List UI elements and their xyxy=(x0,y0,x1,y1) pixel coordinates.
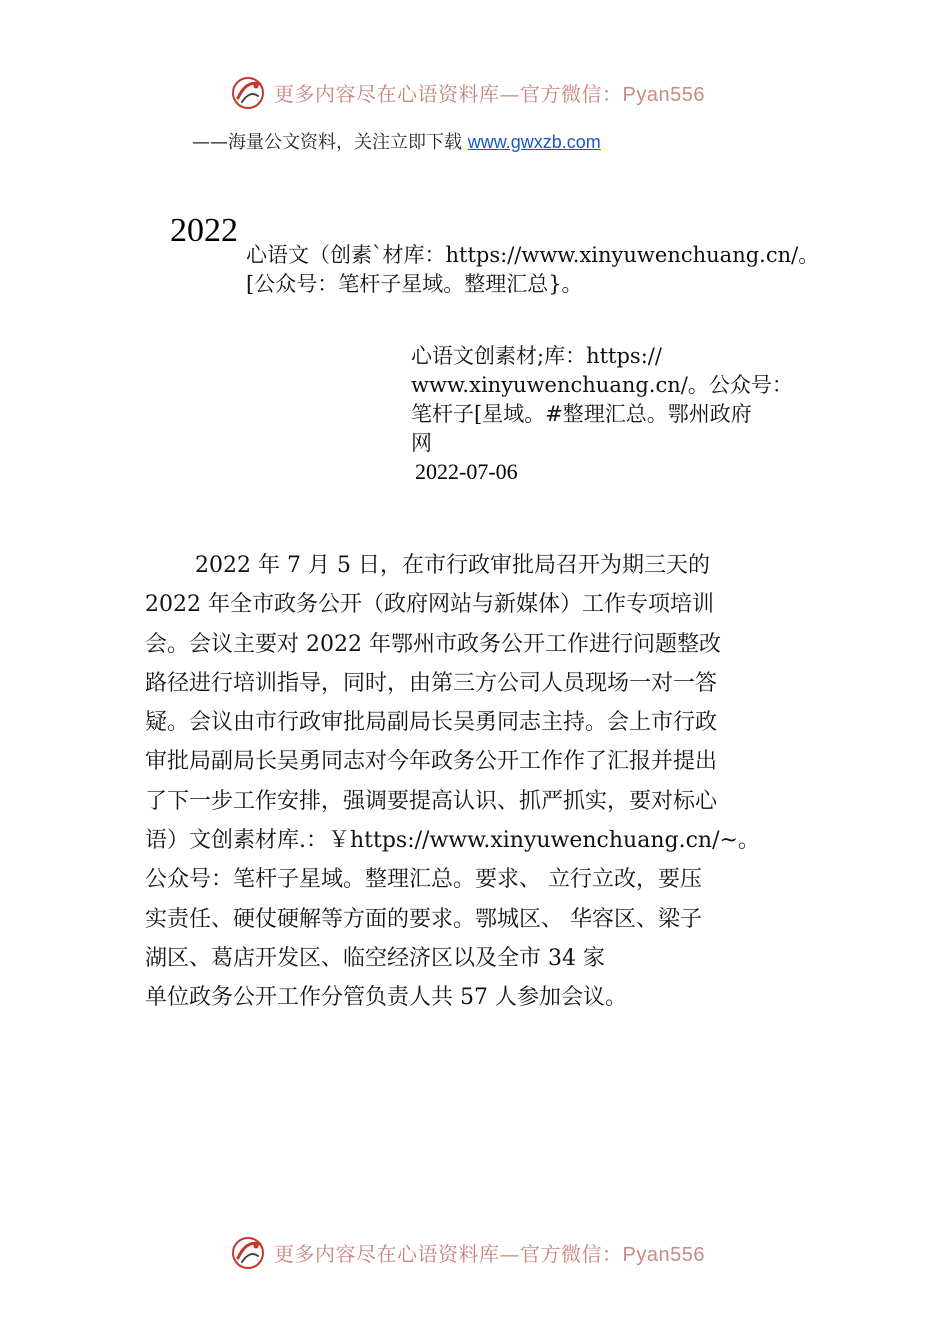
doc-year: 2022 xyxy=(170,212,238,249)
source-line: 心语文创素材;库：https:// xyxy=(411,344,662,368)
source-block-1: 心语文（创素`材库：https://www.xinyuwenchuang.cn/。[公众号：笔杆子星域。整理汇总}。 xyxy=(246,243,820,296)
body-line: 路径进行培训指导，同时，由第三方公司人员现场一对一答 xyxy=(145,670,718,696)
header-banner xyxy=(228,72,705,112)
header-subline: ——海量公文资料，关注立即下载 www.gwxzb.com xyxy=(192,132,601,153)
body-paragraph xyxy=(145,546,817,1018)
source-block-2 xyxy=(411,342,841,458)
body-line: 湖区、葛店开发区、临空经济区以及全市 34 家 xyxy=(145,945,605,971)
source-line: 笔杆子[星域。#整理汇总。鄂州政府 xyxy=(411,402,752,426)
body-line: 单位政务公开工作分管负责人共 57 人参加会议。 xyxy=(145,985,627,1011)
body-line: 2022 年 7 月 5 日，在市行政审批局召开为期三天的 xyxy=(195,553,710,578)
footer-banner-text: 更多内容尽在心语资料库—官方微信：Pyan556 xyxy=(274,1241,705,1266)
body-line: 语）文创素材库.：￥https://www.xinyuwenchuang.cn/~。 xyxy=(145,828,760,854)
gwxzb-link[interactable]: www.gwxzb.com xyxy=(467,132,601,152)
source-line: www.xinyuwenchuang.cn/。公众号： xyxy=(411,373,793,397)
body-line: 实责任、硬仗硬解等方面的要求。鄂城区、 华容区、梁子 xyxy=(145,906,702,932)
source-line: 网 xyxy=(411,431,432,455)
body-line: 疑。会议由市行政审批局副局长吴勇同志主持。会上市行政 xyxy=(145,710,718,736)
body-line: 会。会议主要对 2022 年鄂州市政务公开工作进行问题整改 xyxy=(145,631,721,657)
body-line: 了下一步工作安排，强调要提高认识、抓严抓实，要对标心 xyxy=(145,788,718,814)
body-line: 公众号：笔杆子星域。整理汇总。要求、 立行立改，要压 xyxy=(145,867,702,893)
body-line: 审批局副局长吴勇同志对今年政务公开工作作了汇报并提出 xyxy=(145,749,718,775)
doc-date: 2022-07-06 xyxy=(415,459,518,484)
body-line: 2022 年全市政务公开（政府网站与新媒体）工作专项培训 xyxy=(145,592,714,618)
seal-logo-icon xyxy=(228,72,268,112)
header-banner-text: 更多内容尽在心语资料库—官方微信：Pyan556 xyxy=(274,81,705,106)
seal-logo-icon xyxy=(228,1232,268,1272)
footer-banner xyxy=(228,1232,705,1272)
